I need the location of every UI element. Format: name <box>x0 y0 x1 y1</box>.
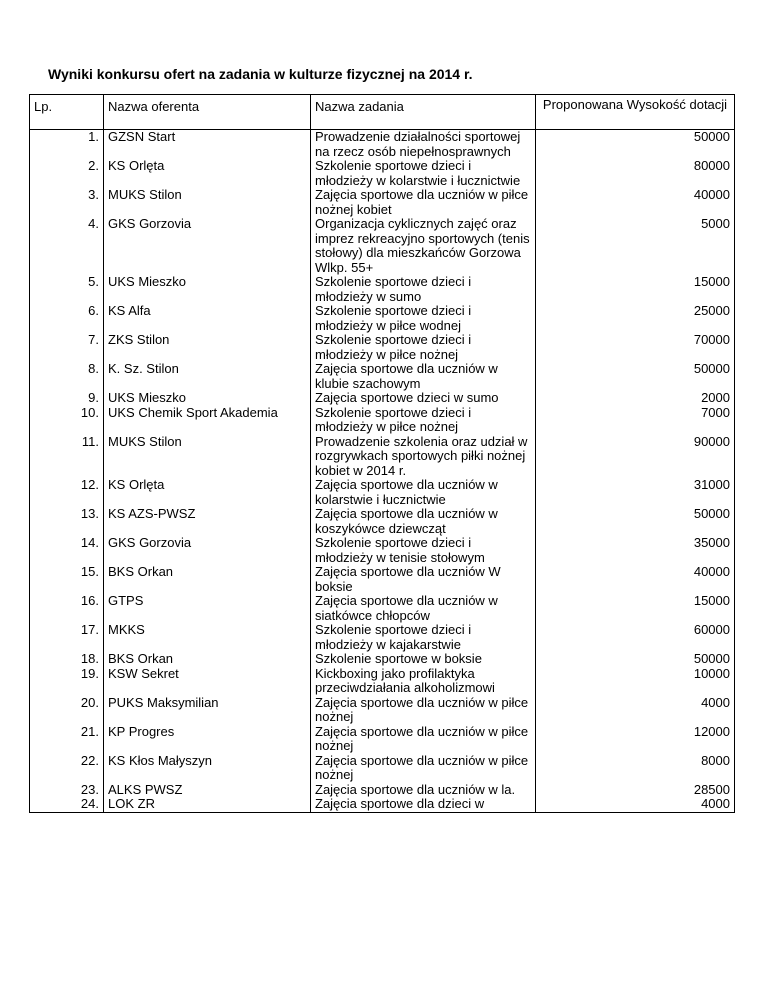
row-task-name: Zajęcia sportowe dla uczniów w siatkówce chłopców <box>311 594 536 623</box>
row-number: 22. <box>30 754 104 783</box>
row-offeror-name: MKKS <box>104 623 311 652</box>
table-row <box>30 623 735 652</box>
row-number: 21. <box>30 725 104 754</box>
table-row <box>30 362 735 391</box>
row-amount: 50000 <box>536 652 735 667</box>
row-number: 8. <box>30 362 104 391</box>
column-header-task: Nazwa zadania <box>311 95 536 130</box>
row-task-name: Szkolenie sportowe dzieci i młodzieży w tenisie stołowym <box>311 536 536 565</box>
table-row <box>30 725 735 754</box>
row-amount: 28500 <box>536 783 735 798</box>
row-amount: 40000 <box>536 188 735 217</box>
table-row <box>30 406 735 435</box>
row-number: 14. <box>30 536 104 565</box>
row-number: 17. <box>30 623 104 652</box>
table-row <box>30 536 735 565</box>
row-offeror-name: KS Orlęta <box>104 159 311 188</box>
table-row <box>30 333 735 362</box>
row-task-name: Zajęcia sportowe dla uczniów w piłce nożnej <box>311 725 536 754</box>
table-row <box>30 478 735 507</box>
row-amount: 4000 <box>536 696 735 725</box>
row-task-name: Szkolenie sportowe dzieci i młodzieży w sumo <box>311 275 536 304</box>
table-row <box>30 667 735 696</box>
row-amount: 2000 <box>536 391 735 406</box>
row-task-name: Zajęcia sportowe dla uczniów w la. <box>311 783 536 798</box>
row-amount: 12000 <box>536 725 735 754</box>
row-offeror-name: LOK ZR <box>104 797 311 812</box>
row-amount: 7000 <box>536 406 735 435</box>
table-row <box>30 754 735 783</box>
table-row <box>30 652 735 667</box>
row-offeror-name: GZSN Start <box>104 130 311 160</box>
row-offeror-name: ZKS Stilon <box>104 333 311 362</box>
row-task-name: Szkolenie sportowe dzieci i młodzieży w piłce nożnej <box>311 406 536 435</box>
row-task-name: Zajęcia sportowe dla uczniów w piłce nożnej kobiet <box>311 188 536 217</box>
column-header-amount: Proponowana Wysokość dotacji <box>536 95 735 130</box>
table-row <box>30 507 735 536</box>
row-amount: 35000 <box>536 536 735 565</box>
row-offeror-name: ALKS PWSZ <box>104 783 311 798</box>
row-offeror-name: GKS Gorzovia <box>104 217 311 275</box>
row-amount: 90000 <box>536 435 735 479</box>
row-task-name: Szkolenie sportowe dzieci i młodzieży w piłce nożnej <box>311 333 536 362</box>
row-task-name: Szkolenie sportowe dzieci i młodzieży w kolarstwie i łucznictwie <box>311 159 536 188</box>
row-offeror-name: KP Progres <box>104 725 311 754</box>
row-number: 9. <box>30 391 104 406</box>
row-offeror-name: PUKS Maksymilian <box>104 696 311 725</box>
row-task-name: Szkolenie sportowe w boksie <box>311 652 536 667</box>
row-task-name: Zajęcia sportowe dla uczniów w kolarstwie i łucznictwie <box>311 478 536 507</box>
row-amount: 70000 <box>536 333 735 362</box>
row-number: 23. <box>30 783 104 798</box>
row-number: 19. <box>30 667 104 696</box>
row-task-name: Prowadzenie szkolenia oraz udział w rozgrywkach sportowych piłki nożnej kobiet w 2014 r. <box>311 435 536 479</box>
row-task-name: Kickboxing jako profilaktyka przeciwdziałania alkoholizmowi <box>311 667 536 696</box>
row-task-name: Zajęcia sportowe dla dzieci w <box>311 797 536 812</box>
column-header-lp: Lp. <box>30 95 104 130</box>
row-offeror-name: KS Alfa <box>104 304 311 333</box>
row-amount: 25000 <box>536 304 735 333</box>
row-offeror-name: KS Orlęta <box>104 478 311 507</box>
row-number: 2. <box>30 159 104 188</box>
row-task-name: Zajęcia sportowe dla uczniów w piłce nożnej <box>311 696 536 725</box>
table-row <box>30 797 735 812</box>
row-offeror-name: MUKS Stilon <box>104 435 311 479</box>
row-amount: 60000 <box>536 623 735 652</box>
row-task-name: Szkolenie sportowe dzieci i młodzieży w piłce wodnej <box>311 304 536 333</box>
row-number: 15. <box>30 565 104 594</box>
row-offeror-name: K. Sz. Stilon <box>104 362 311 391</box>
table-row <box>30 275 735 304</box>
table-body <box>30 130 735 813</box>
results-table <box>29 94 735 813</box>
row-amount: 15000 <box>536 594 735 623</box>
row-offeror-name: BKS Orkan <box>104 652 311 667</box>
column-header-name: Nazwa oferenta <box>104 95 311 130</box>
table-row <box>30 188 735 217</box>
table-row <box>30 130 735 160</box>
row-offeror-name: UKS Chemik Sport Akademia <box>104 406 311 435</box>
row-number: 10. <box>30 406 104 435</box>
row-offeror-name: UKS Mieszko <box>104 391 311 406</box>
row-amount: 8000 <box>536 754 735 783</box>
row-offeror-name: GKS Gorzovia <box>104 536 311 565</box>
row-task-name: Szkolenie sportowe dzieci i młodzieży w kajakarstwie <box>311 623 536 652</box>
row-offeror-name: KS Kłos Małyszyn <box>104 754 311 783</box>
row-amount: 40000 <box>536 565 735 594</box>
row-offeror-name: GTPS <box>104 594 311 623</box>
row-number: 1. <box>30 130 104 160</box>
row-number: 6. <box>30 304 104 333</box>
row-number: 5. <box>30 275 104 304</box>
row-offeror-name: KS AZS-PWSZ <box>104 507 311 536</box>
row-number: 3. <box>30 188 104 217</box>
table-row <box>30 594 735 623</box>
row-offeror-name: UKS Mieszko <box>104 275 311 304</box>
row-number: 11. <box>30 435 104 479</box>
row-number: 24. <box>30 797 104 812</box>
table-row <box>30 304 735 333</box>
row-task-name: Zajęcia sportowe dla uczniów w klubie szachowym <box>311 362 536 391</box>
row-amount: 50000 <box>536 507 735 536</box>
row-amount: 5000 <box>536 217 735 275</box>
row-task-name: Zajęcia sportowe dla uczniów w koszykówce dziewcząt <box>311 507 536 536</box>
row-offeror-name: MUKS Stilon <box>104 188 311 217</box>
table-row <box>30 217 735 275</box>
row-amount: 15000 <box>536 275 735 304</box>
row-task-name: Zajęcia sportowe dla uczniów W boksie <box>311 565 536 594</box>
table-row <box>30 696 735 725</box>
row-amount: 50000 <box>536 130 735 160</box>
row-number: 20. <box>30 696 104 725</box>
row-number: 13. <box>30 507 104 536</box>
row-amount: 10000 <box>536 667 735 696</box>
row-number: 18. <box>30 652 104 667</box>
row-amount: 80000 <box>536 159 735 188</box>
row-offeror-name: BKS Orkan <box>104 565 311 594</box>
table-row <box>30 783 735 798</box>
row-amount: 4000 <box>536 797 735 812</box>
row-task-name: Zajęcia sportowe dla uczniów w piłce nożnej <box>311 754 536 783</box>
row-amount: 50000 <box>536 362 735 391</box>
row-task-name: Prowadzenie działalności sportowej na rzecz osób niepełnosprawnych <box>311 130 536 160</box>
row-number: 7. <box>30 333 104 362</box>
table-row <box>30 435 735 479</box>
table-row <box>30 159 735 188</box>
row-number: 4. <box>30 217 104 275</box>
row-task-name: Zajęcia sportowe dzieci w sumo <box>311 391 536 406</box>
document-title: Wyniki konkursu ofert na zadania w kulturze fizycznej na 2014 r. <box>48 66 473 82</box>
row-task-name: Organizacja cyklicznych zajęć oraz imprez rekreacyjno sportowych (tenis stołowy) dla mieszkańców Gorzowa Wlkp. 55+ <box>311 217 536 275</box>
row-number: 16. <box>30 594 104 623</box>
row-offeror-name: KSW Sekret <box>104 667 311 696</box>
table-header-row <box>30 95 735 130</box>
row-number: 12. <box>30 478 104 507</box>
row-amount: 31000 <box>536 478 735 507</box>
table-row <box>30 565 735 594</box>
table-row <box>30 391 735 406</box>
